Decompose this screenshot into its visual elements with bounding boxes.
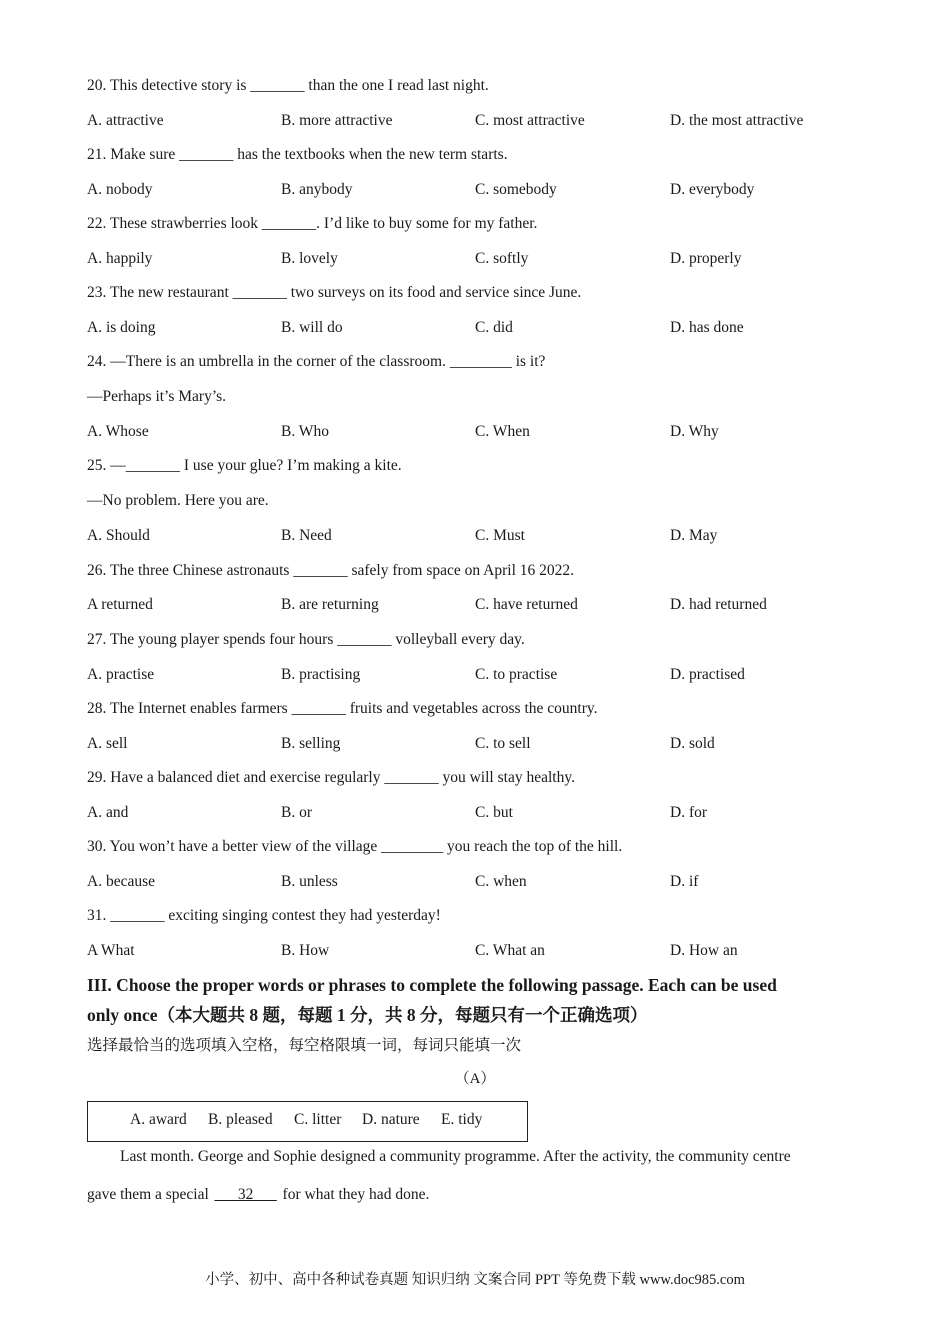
- blank-32: ___32___: [214, 1186, 277, 1203]
- option-b: B. lovely: [281, 250, 338, 267]
- passage-text: for what they had done.: [278, 1186, 430, 1203]
- question-20-stem: 20. This detective story is _______ than the one I read last night.: [87, 77, 489, 94]
- word-bank-box: [87, 1101, 528, 1142]
- question-22-stem: 22. These strawberries look _______. I’d like to buy some for my father.: [87, 215, 538, 232]
- option-b: B. will do: [281, 319, 343, 336]
- question-24-reply: —Perhaps it’s Mary’s.: [87, 388, 227, 405]
- word-bank-item: B. pleased: [208, 1111, 273, 1128]
- passage-line-1: Last month. George and Sophie designed a community programme. After the activity, the community centre: [120, 1148, 791, 1165]
- part-label: （A）: [454, 1071, 496, 1087]
- page-footer: 小学、初中、高中各种试卷真题 知识归纳 文案合同 PPT 等免费下载 www.doc985.com: [205, 1272, 745, 1288]
- question-24-stem: 24. —There is an umbrella in the corner of the classroom. ________ is it?: [87, 353, 546, 370]
- section-instruction: 选择最恰当的选项填入空格，每空格限填一词，每词只能填一次: [87, 1037, 522, 1054]
- section-heading-line1: III. Choose the proper words or phrases to complete the following passage. Each can be used: [87, 975, 777, 995]
- question-29-options: [87, 803, 887, 823]
- option-a: A. and: [87, 804, 129, 821]
- question-26-stem: 26. The three Chinese astronauts _______ safely from space on April 16 2022.: [87, 562, 575, 579]
- option-c: C. have returned: [475, 596, 578, 613]
- option-b: B. unless: [281, 873, 338, 890]
- option-c: C. Must: [475, 527, 525, 544]
- option-b: B. practising: [281, 666, 361, 683]
- option-d: D. if: [670, 873, 699, 890]
- option-d: D. has done: [670, 319, 744, 336]
- option-c: C. When: [475, 423, 530, 440]
- option-d: D. the most attractive: [670, 112, 804, 129]
- option-d: D. How an: [670, 942, 738, 959]
- option-b: B. are returning: [281, 596, 379, 613]
- option-c: C. when: [475, 873, 527, 890]
- option-c: C. to practise: [475, 666, 558, 683]
- option-c: C. What an: [475, 942, 545, 959]
- option-d: D. Why: [670, 423, 719, 440]
- option-d: D. May: [670, 527, 718, 544]
- option-c: C. somebody: [475, 181, 557, 198]
- section-heading-line2: only once（本大题共 8 题，每题 1 分，共 8 分，每题只有一个正确选项）: [87, 1005, 648, 1025]
- question-23-stem: 23. The new restaurant _______ two surveys on its food and service since June.: [87, 284, 582, 301]
- question-25-options: [87, 526, 887, 546]
- option-c: C. to sell: [475, 735, 531, 752]
- option-a: A. happily: [87, 250, 153, 267]
- option-b: B. Need: [281, 527, 332, 544]
- option-a: A. is doing: [87, 319, 156, 336]
- question-21-stem: 21. Make sure _______ has the textbooks when the new term starts.: [87, 146, 508, 163]
- question-21-options: [87, 180, 887, 200]
- option-a: A. practise: [87, 666, 155, 683]
- question-26-options: [87, 595, 887, 615]
- question-27-options: [87, 665, 887, 685]
- question-30-stem: 30. You won’t have a better view of the village ________ you reach the top of the hill.: [87, 838, 623, 855]
- passage-text: gave them a special: [87, 1186, 213, 1203]
- option-d: D. had returned: [670, 596, 767, 613]
- option-a: A. Whose: [87, 423, 149, 440]
- question-28-options: [87, 734, 887, 754]
- option-c: C. softly: [475, 250, 529, 267]
- word-bank-item: D. nature: [362, 1111, 420, 1128]
- passage-line-2: [87, 1185, 429, 1205]
- option-b: B. anybody: [281, 181, 353, 198]
- option-a: A. because: [87, 873, 155, 890]
- question-25-stem: 25. —_______ I use your glue? I’m making a kite.: [87, 457, 402, 474]
- option-a: A. sell: [87, 735, 128, 752]
- option-a: A. attractive: [87, 112, 164, 129]
- word-bank-item: C. litter: [294, 1111, 342, 1128]
- question-22-options: [87, 249, 887, 269]
- question-25-reply: —No problem. Here you are.: [87, 492, 269, 509]
- question-31-stem: 31. _______ exciting singing contest they had yesterday!: [87, 907, 441, 924]
- option-b: B. more attractive: [281, 112, 393, 129]
- option-b: B. How: [281, 942, 330, 959]
- option-a: A. nobody: [87, 181, 153, 198]
- question-28-stem: 28. The Internet enables farmers _______ fruits and vegetables across the country.: [87, 700, 598, 717]
- question-31-options: [87, 941, 887, 961]
- option-d: D. practised: [670, 666, 745, 683]
- option-c: C. did: [475, 319, 513, 336]
- option-a: A returned: [87, 596, 153, 613]
- word-bank-item: E. tidy: [441, 1111, 483, 1128]
- option-b: B. or: [281, 804, 312, 821]
- question-24-options: [87, 422, 887, 442]
- option-d: D. sold: [670, 735, 715, 752]
- question-30-options: [87, 872, 887, 892]
- question-20-options: [87, 111, 887, 131]
- option-a: A What: [87, 942, 135, 959]
- word-bank-item: A. award: [130, 1111, 187, 1128]
- option-c: C. most attractive: [475, 112, 585, 129]
- option-a: A. Should: [87, 527, 150, 544]
- question-29-stem: 29. Have a balanced diet and exercise regularly _______ you will stay healthy.: [87, 769, 575, 786]
- option-d: D. for: [670, 804, 708, 821]
- question-23-options: [87, 318, 887, 338]
- question-27-stem: 27. The young player spends four hours _______ volleyball every day.: [87, 631, 525, 648]
- option-b: B. selling: [281, 735, 341, 752]
- option-b: B. Who: [281, 423, 329, 440]
- option-d: D. properly: [670, 250, 742, 267]
- option-d: D. everybody: [670, 181, 755, 198]
- option-c: C. but: [475, 804, 513, 821]
